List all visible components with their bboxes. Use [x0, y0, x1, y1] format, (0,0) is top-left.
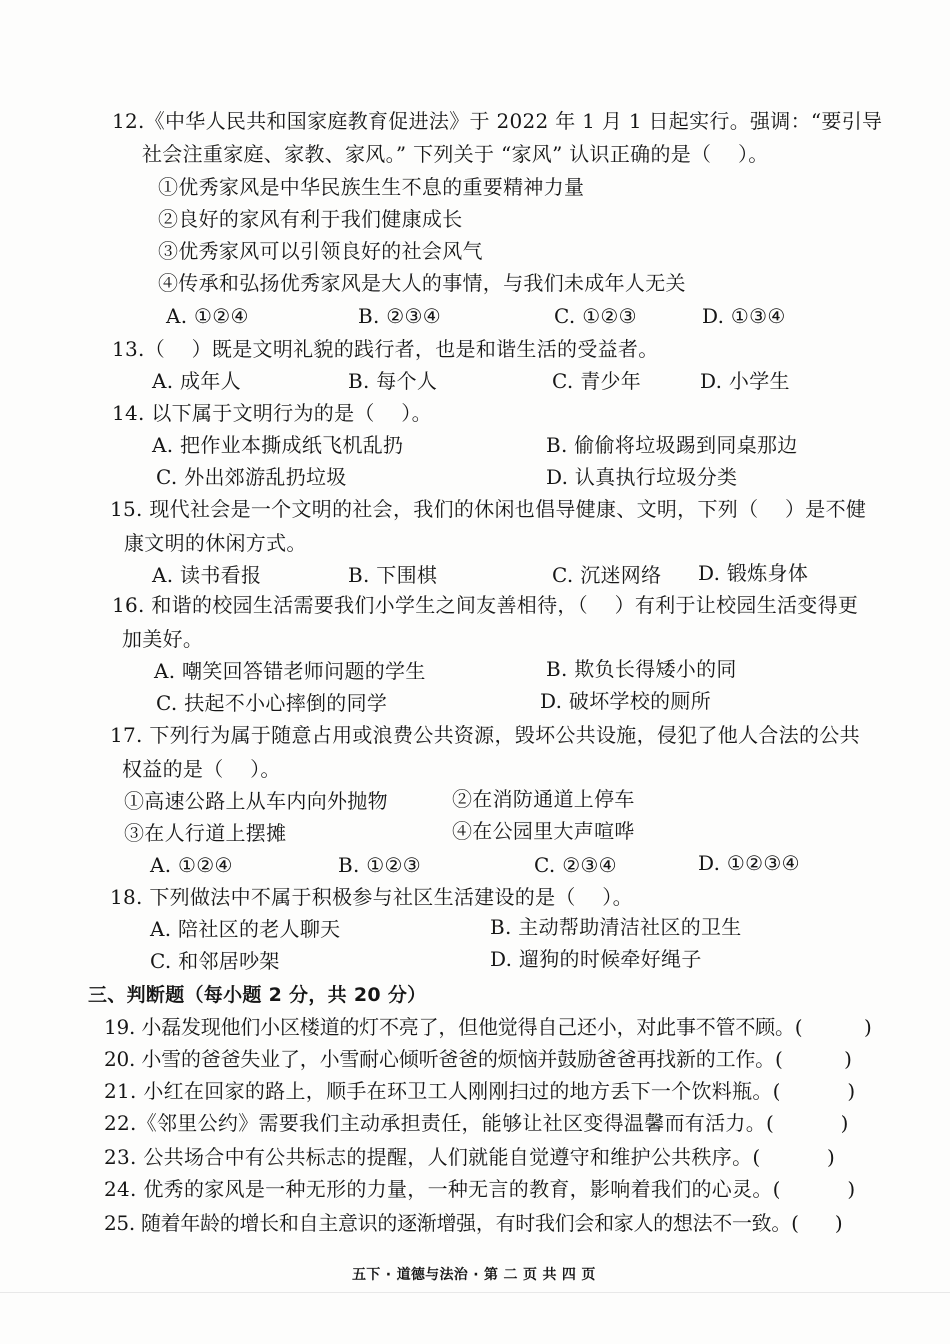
q16-option-c: C. 扶起不小心摔倒的同学 [156, 691, 388, 715]
q15-stem-line2: 康文明的休闲方式。 [124, 531, 307, 555]
section3-heading: 三、判断题（每小题 2 分，共 20 分） [88, 984, 427, 1006]
q13-option-b: B. 每个人 [348, 369, 438, 393]
q15-option-a: A. 读书看报 [152, 563, 262, 587]
q17-option-c: C. ②③④ [534, 853, 617, 877]
q12-item-1: ①优秀家风是中华民族生生不息的重要精神力量 [158, 175, 585, 199]
q17-item-2: ②在消防通道上停车 [452, 787, 635, 811]
q18-option-b: B. 主动帮助清洁社区的卫生 [490, 915, 742, 939]
q17-item-4: ④在公园里大声喧哗 [452, 819, 635, 843]
judgment-q20: 20. 小雪的爸爸失业了，小雪耐心倾听爸爸的烦恼并鼓励爸爸再找新的工作。( ) [104, 1047, 852, 1071]
q17-option-b: B. ①②③ [338, 853, 422, 877]
q18-option-c: C. 和邻居吵架 [150, 949, 280, 973]
q14-option-a: A. 把作业本撕成纸飞机乱扔 [152, 433, 404, 457]
q12-item-3: ③优秀家风可以引领良好的社会风气 [158, 239, 483, 263]
q15-option-d: D. 锻炼身体 [698, 561, 809, 585]
judgment-q24: 24. 优秀的家风是一种无形的力量，一种无言的教育，影响着我们的心灵。( ) [104, 1177, 856, 1201]
q12-option-c: C. ①②③ [554, 304, 637, 328]
q18-option-a: A. 陪社区的老人聊天 [150, 917, 341, 941]
q13-option-c: C. 青少年 [552, 369, 642, 393]
q16-option-d: D. 破坏学校的厕所 [540, 689, 712, 713]
judgment-q25: 25. 随着年龄的增长和自主意识的逐渐增强，有时我们会和家人的想法不一致。( ) [104, 1211, 843, 1235]
q14-stem: 14. 以下属于文明行为的是（ ）。 [112, 401, 432, 425]
page-footer: 五下 · 道德与法治 · 第 二 页 共 四 页 [352, 1267, 596, 1283]
judgment-q21: 21. 小红在回家的路上，顺手在环卫工人刚刚扫过的地方丢下一个饮料瓶。( ) [104, 1079, 856, 1103]
q18-option-d: D. 遛狗的时候牵好绳子 [490, 947, 702, 971]
q12-stem-line2: 社会注重家庭、家教、家风。” 下列关于 “家风” 认识正确的是（ ）。 [142, 142, 769, 166]
q12-item-2: ②良好的家风有利于我们健康成长 [158, 207, 463, 231]
q12-item-4: ④传承和弘扬优秀家风是大人的事情，与我们未成年人无关 [158, 271, 686, 295]
q14-option-c: C. 外出郊游乱扔垃圾 [156, 465, 347, 489]
scan-border-line [0, 1292, 950, 1293]
q15-stem-line1: 15. 现代社会是一个文明的社会，我们的休闲也倡导健康、文明，下列（ ）是不健 [110, 497, 867, 521]
q16-stem-line1: 16. 和谐的校园生活需要我们小学生之间友善相待，（ ）有利于让校园生活变得更 [112, 593, 859, 617]
q17-option-d: D. ①②③④ [698, 851, 800, 875]
q13-option-a: A. 成年人 [152, 369, 241, 393]
q17-item-1: ①高速公路上从车内向外抛物 [124, 789, 388, 813]
q18-stem: 18. 下列做法中不属于积极参与社区生活建设的是（ ）。 [110, 885, 633, 909]
q12-option-b: B. ②③④ [358, 304, 442, 328]
q14-option-d: D. 认真执行垃圾分类 [546, 465, 738, 489]
q12-option-a: A. ①②④ [166, 304, 249, 328]
q12-stem-line1: 12.《中华人民共和国家庭教育促进法》于 2022 年 1 月 1 日起实行。强调：“要引导 [112, 109, 883, 133]
q13-option-d: D. 小学生 [700, 369, 790, 393]
q16-option-a: A. 嘲笑回答错老师问题的学生 [154, 659, 426, 683]
q13-stem: 13.（ ）既是文明礼貌的践行者，也是和谐生活的受益者。 [112, 337, 659, 361]
q16-stem-line2: 加美好。 [122, 627, 204, 651]
q15-option-b: B. 下围棋 [348, 563, 438, 587]
q17-item-3: ③在人行道上摆摊 [124, 821, 287, 845]
q17-stem-line2: 权益的是（ ）。 [122, 757, 281, 781]
judgment-q22: 22.《邻里公约》需要我们主动承担责任，能够让社区变得温馨而有活力。( ) [104, 1111, 849, 1135]
q17-option-a: A. ①②④ [150, 853, 233, 877]
q17-stem-line1: 17. 下列行为属于随意占用或浪费公共资源，毁坏公共设施，侵犯了他人合法的公共 [110, 723, 860, 747]
q14-option-b: B. 偷偷将垃圾踢到同桌那边 [546, 433, 798, 457]
q16-option-b: B. 欺负长得矮小的同 [546, 657, 737, 681]
q12-option-d: D. ①③④ [702, 304, 786, 328]
q15-option-c: C. 沉迷网络 [552, 563, 662, 587]
judgment-q19: 19. 小磊发现他们小区楼道的灯不亮了，但他觉得自己还小，对此事不管不顾。( ) [104, 1015, 872, 1039]
judgment-q23: 23. 公共场合中有公共标志的提醒，人们就能自觉遵守和维护公共秩序。( ) [104, 1145, 836, 1169]
